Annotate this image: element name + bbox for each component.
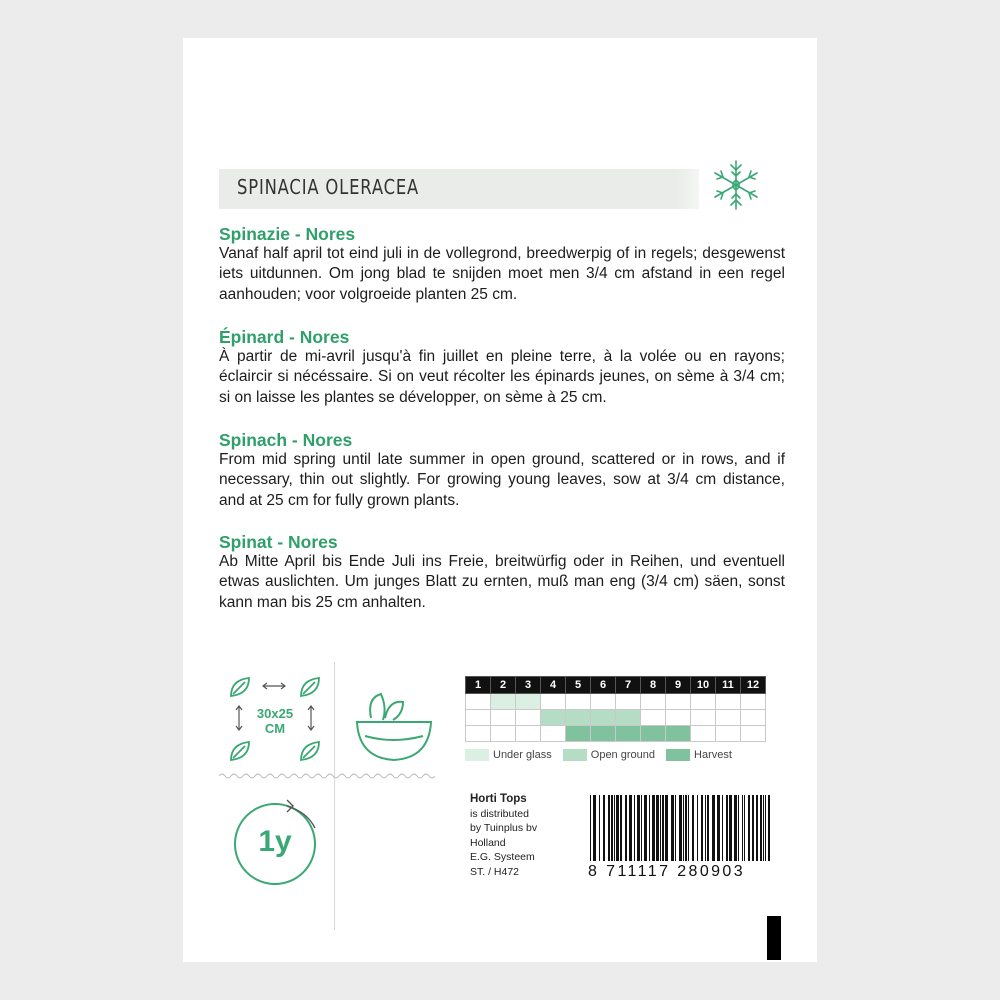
- barcode: [588, 795, 776, 861]
- wavy-divider: [219, 772, 439, 780]
- species-title-band: [219, 169, 699, 209]
- calendar-cell: [741, 694, 766, 710]
- calendar-cell: [541, 694, 566, 710]
- barcode-bar: [729, 795, 732, 861]
- legend-swatch: [465, 749, 489, 761]
- calendar-cell: [516, 726, 541, 742]
- calendar-cell: [466, 726, 491, 742]
- barcode-bar: [634, 795, 635, 861]
- barcode-bar: [593, 795, 596, 861]
- barcode-bar: [662, 795, 664, 861]
- barcode-bar: [765, 795, 766, 861]
- calendar-cell: [591, 710, 616, 726]
- legend-item: [563, 749, 655, 761]
- barcode-bar: [620, 795, 622, 861]
- barcode-bar: [688, 795, 689, 861]
- calendar-cell: [716, 726, 741, 742]
- legend-label: Open ground: [590, 749, 655, 761]
- barcode-bar: [726, 795, 728, 861]
- spacing-icon: [227, 674, 323, 764]
- barcode-bar: [675, 795, 676, 861]
- barcode-bar: [616, 795, 619, 861]
- barcode-bar: [641, 795, 642, 861]
- barcode-bar: [717, 795, 720, 861]
- spacing-value: 30x25: [256, 706, 294, 721]
- legend-label: Harvest: [694, 749, 732, 761]
- section-dutch: [219, 224, 785, 305]
- month-label: 11: [716, 677, 741, 694]
- month-label: 10: [691, 677, 716, 694]
- barcode-bar: [611, 795, 613, 861]
- distributor-line: is distributed: [470, 807, 529, 820]
- barcode-bar: [671, 795, 674, 861]
- barcode-bar: [625, 795, 627, 861]
- month-label: 7: [616, 677, 641, 694]
- section-heading: Épinard - Nores: [219, 327, 350, 347]
- calendar-table: [465, 676, 766, 742]
- legend-swatch: [666, 749, 690, 761]
- calendar-cell: [716, 694, 741, 710]
- barcode-bar: [590, 795, 591, 861]
- sowing-calendar: [465, 676, 766, 742]
- barcode-bar: [614, 795, 615, 861]
- month-label: 5: [566, 677, 591, 694]
- distributor-info: [470, 792, 537, 879]
- calendar-month-row: [466, 677, 766, 694]
- calendar-cell: [516, 694, 541, 710]
- calendar-cell: [691, 710, 716, 726]
- black-print-mark: [767, 916, 781, 960]
- barcode-bar: [705, 795, 706, 861]
- barcode-bar: [665, 795, 668, 861]
- barcode-bar: [637, 795, 640, 861]
- snowflake-icon: [711, 158, 761, 212]
- calendar-cell: [666, 694, 691, 710]
- month-label: 2: [491, 677, 516, 694]
- legend-item: [465, 749, 552, 761]
- seed-packet-back: [183, 38, 817, 962]
- barcode-bar: [760, 795, 762, 861]
- barcode-bar: [734, 795, 737, 861]
- barcode-bar: [683, 795, 684, 861]
- section-french: [219, 327, 785, 408]
- barcode-bar: [644, 795, 647, 861]
- barcode-bar: [701, 795, 703, 861]
- vertical-divider: [334, 662, 335, 930]
- section-body: À partir de mi-avril jusqu'à fin juillet en pleine terre, à la volée ou en rayons; éclaircir si nécéssaire. Si on veut récolter les épinards jeunes, on sème à 3/4 cm; si on laisse les plantes se développer, on sème à 25 cm.: [219, 348, 785, 406]
- section-english: [219, 430, 785, 511]
- calendar-cell: [666, 726, 691, 742]
- section-heading: Spinat - Nores: [219, 532, 338, 552]
- calendar-cell: [591, 726, 616, 742]
- calendar-cell: [466, 694, 491, 710]
- section-body: Ab Mitte April bis Ende Juli ins Freie, breitwürfig oder in Reihen, und eventuell etwas auslichten. Um junges Blatt zu ernten, muß man eng (3/4 cm) säen, sonst kann man bis 25 cm anhalten.: [219, 553, 785, 611]
- calendar-cell: [641, 694, 666, 710]
- calendar-cell: [541, 726, 566, 742]
- salad-bowl-icon: [353, 688, 435, 764]
- calendar-cell: [691, 726, 716, 742]
- section-heading: Spinach - Nores: [219, 430, 353, 450]
- distributor-line: E.G. Systeem: [470, 851, 535, 863]
- calendar-cell: [541, 710, 566, 726]
- calendar-cell: [516, 710, 541, 726]
- species-title: SPINACIA OLERACEA: [237, 175, 420, 199]
- month-label: 4: [541, 677, 566, 694]
- barcode-bar: [660, 795, 661, 861]
- barcode-bar: [608, 795, 610, 861]
- calendar-row: [466, 726, 766, 742]
- barcode-bar: [763, 795, 764, 861]
- month-label: 3: [516, 677, 541, 694]
- month-label: 12: [741, 677, 766, 694]
- calendar-cell: [691, 694, 716, 710]
- lifecycle-label: 1y: [258, 825, 292, 858]
- calendar-cell: [641, 726, 666, 742]
- barcode-bar: [712, 795, 715, 861]
- calendar-cell: [616, 694, 641, 710]
- barcode-bar: [752, 795, 754, 861]
- calendar-cell: [716, 710, 741, 726]
- barcode-bar: [738, 795, 739, 861]
- barcode-bar: [768, 795, 770, 861]
- legend-item: [666, 749, 732, 761]
- calendar-cell: [666, 710, 691, 726]
- barcode-bar: [742, 795, 743, 861]
- barcode-bar: [652, 795, 655, 861]
- distributor-line: ST. / H472: [470, 865, 520, 878]
- month-label: 9: [666, 677, 691, 694]
- barcode-bar: [707, 795, 709, 861]
- spacing-unit: CM: [264, 721, 286, 736]
- barcode-bar: [685, 795, 687, 861]
- month-label: 6: [591, 677, 616, 694]
- barcode-bar: [649, 795, 650, 861]
- section-body: Vanaf half april tot eind juli in de vollegrond, breedwerpig of in regels; desgewenst iets uitdunnen. Om jong blad te snijden moet men 3/4 cm afstand in een regel aanhouden; voor volgroeide planten 25 cm.: [219, 245, 785, 303]
- calendar-cell: [491, 710, 516, 726]
- calendar-cell: [491, 726, 516, 742]
- section-heading: Spinazie - Nores: [219, 224, 356, 244]
- calendar-cell: [741, 710, 766, 726]
- barcode-bar: [692, 795, 694, 861]
- month-label: 8: [641, 677, 666, 694]
- barcode-digits: 8 711117 280903: [588, 863, 746, 880]
- barcode-bar: [629, 795, 632, 861]
- barcode-bar: [722, 795, 723, 861]
- section-body: From mid spring until late summer in open ground, scattered or in rows, and if necessary, thin out slightly. For growing young leaves, sow at 3/4 cm distance, and at 25 cm for fully grown plants.: [219, 451, 785, 509]
- calendar-cell: [566, 694, 591, 710]
- calendar-cell: [741, 726, 766, 742]
- barcode-bar: [744, 795, 745, 861]
- calendar-cell: [641, 710, 666, 726]
- barcode-bar: [656, 795, 659, 861]
- calendar-cell: [466, 710, 491, 726]
- legend-label: Under glass: [493, 749, 552, 761]
- calendar-cell: [491, 694, 516, 710]
- legend-swatch: [563, 749, 587, 761]
- calendar-legend: [465, 749, 740, 761]
- month-label: 1: [466, 677, 491, 694]
- calendar-cell: [616, 726, 641, 742]
- barcode-bar: [679, 795, 682, 861]
- brand-name: Horti Tops: [470, 793, 527, 805]
- calendar-cell: [591, 694, 616, 710]
- calendar-row: [466, 710, 766, 726]
- section-german: [219, 532, 785, 613]
- distributor-line: Holland: [470, 836, 506, 849]
- barcode-bar: [756, 795, 758, 861]
- distributor-line: by Tuinplus bv: [470, 822, 538, 834]
- calendar-cell: [566, 726, 591, 742]
- barcode-bar: [748, 795, 750, 861]
- calendar-row: [466, 694, 766, 710]
- calendar-cell: [616, 710, 641, 726]
- barcode-bar: [697, 795, 698, 861]
- barcode-bar: [599, 795, 600, 861]
- calendar-cell: [566, 710, 591, 726]
- barcode-bar: [603, 795, 605, 861]
